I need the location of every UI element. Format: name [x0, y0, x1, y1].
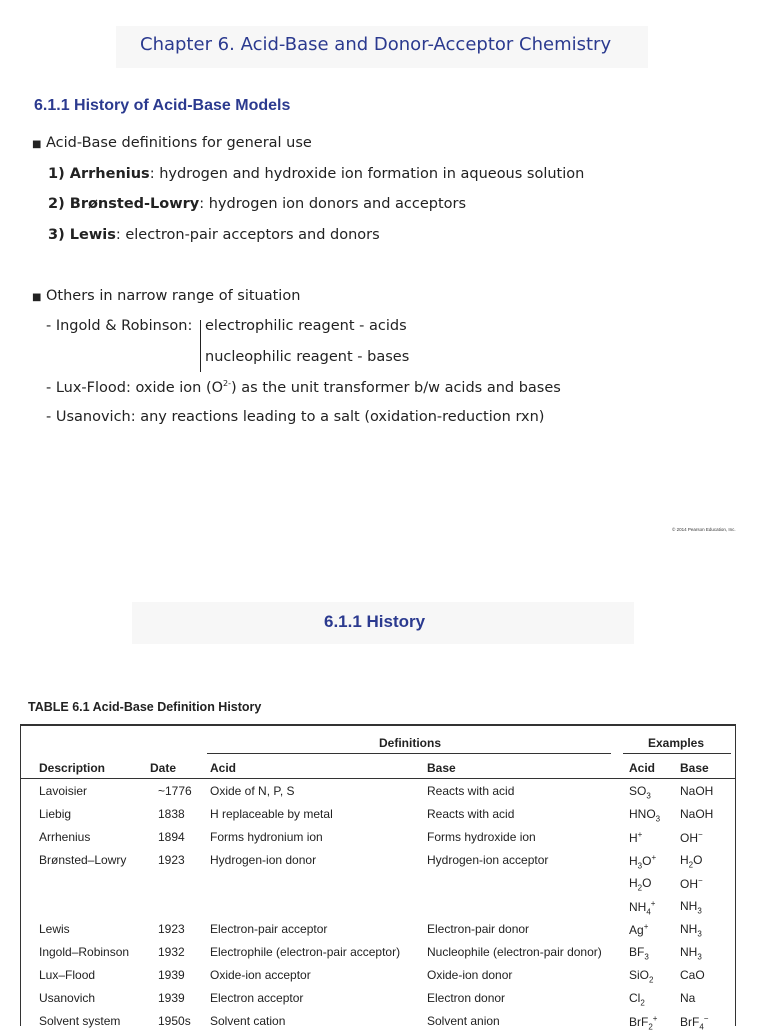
cell-example-acid: $Cl_2$: [629, 991, 645, 1008]
cell-example-base: $NH_3$: [680, 945, 702, 962]
cell-description: Liebig: [39, 807, 72, 821]
cell-base: Solvent anion: [427, 1014, 500, 1028]
cell-base: Nucleophile (electron-pair donor): [427, 945, 602, 959]
cell-base: Hydrogen-ion acceptor: [427, 853, 549, 867]
cell-example-base: $NH_3$: [680, 922, 702, 939]
cell-acid: Oxide-ion acceptor: [210, 968, 311, 982]
cell-example-acid: $H_3O^+$: [629, 853, 657, 871]
cell-example-base: BrF$_4$−: [680, 1014, 709, 1031]
bullet-narrow-range: Others in narrow range of situation: [46, 288, 301, 304]
cell-description: Ingold–Robinson: [39, 945, 130, 959]
cell-acid: Forms hydronium ion: [210, 830, 323, 844]
header-rule: [21, 778, 735, 779]
cell-date: 1923: [158, 922, 185, 936]
cell-example-base: NaOH: [680, 784, 714, 798]
definition-text: : electron-pair acceptors and donors: [115, 227, 380, 243]
cell-acid: Electrophile (electron-pair acceptor): [210, 945, 401, 959]
col-example-base: Base: [680, 761, 709, 775]
cell-example-acid: Ag+: [629, 922, 649, 937]
cell-base: Reacts with acid: [427, 807, 515, 821]
definition-arrhenius: [48, 166, 584, 182]
group-rule-examples: [623, 753, 731, 754]
lux-superscript: 2-: [223, 379, 232, 388]
cell-example-base: OH−: [680, 876, 703, 891]
group-rule-definitions: [207, 753, 611, 754]
cell-base: Reacts with acid: [427, 784, 515, 798]
cell-description: Lewis: [39, 922, 70, 936]
cell-date: 1923: [158, 853, 185, 867]
cell-date: 1838: [158, 807, 185, 821]
cell-description: Lux–Flood: [39, 968, 96, 982]
slide-title: 6.1.1 History: [324, 612, 426, 631]
cell-acid: Solvent cation: [210, 1014, 286, 1028]
group-header-examples: Examples: [648, 736, 705, 750]
cell-description: Arrhenius: [39, 830, 91, 844]
cell-date: ~1776: [158, 784, 192, 798]
cell-description: Lavoisier: [39, 784, 88, 798]
copyright-notice: © 2014 Pearson Education, Inc.: [672, 527, 736, 532]
cell-base: Electron donor: [427, 991, 506, 1005]
section-heading: 6.1.1 History of Acid-Base Models: [34, 97, 291, 114]
cell-acid: Electron acceptor: [210, 991, 304, 1005]
table-caption: TABLE 6.1 Acid-Base Definition History: [28, 700, 262, 714]
cell-example-base: Na: [680, 991, 696, 1005]
cell-example-acid: $SO_3$: [629, 784, 651, 801]
cell-example-acid: $HNO_3$: [629, 807, 661, 824]
cell-acid: Hydrogen-ion donor: [210, 853, 317, 867]
usanovich-line: - Usanovich: any reactions leading to a salt (oxidation-reduction rxn): [46, 409, 545, 425]
cell-description: Brønsted–Lowry: [39, 853, 127, 867]
col-example-acid: Acid: [629, 761, 656, 775]
col-date: Date: [150, 761, 177, 775]
bullet-square-icon: ■: [32, 292, 42, 303]
cell-acid: Oxide of N, P, S: [210, 784, 295, 798]
cell-date: 1932: [158, 945, 185, 959]
ingold-bases: nucleophilic reagent - bases: [205, 349, 410, 365]
cell-example-base: OH−: [680, 830, 703, 845]
ingold-acids: electrophilic reagent - acids: [205, 318, 407, 334]
cell-example-base: $NH_3$: [680, 899, 702, 916]
cell-example-base: NaOH: [680, 807, 714, 821]
cell-base: Oxide-ion donor: [427, 968, 513, 982]
col-base: Base: [427, 761, 456, 775]
col-acid: Acid: [210, 761, 237, 775]
slide-title: Chapter 6. Acid-Base and Donor-Acceptor Chemistry: [140, 34, 612, 55]
ingold-robinson-label: - Ingold & Robinson:: [46, 318, 193, 334]
cell-date: 1939: [158, 968, 185, 982]
cell-date: 1950s: [158, 1014, 191, 1028]
cell-example-acid: $H_2O$: [629, 876, 652, 893]
cell-date: 1939: [158, 991, 185, 1005]
definition-label: 3) Lewis: [48, 227, 116, 243]
definition-label: 2) Brønsted-Lowry: [48, 196, 200, 212]
cell-example-acid: H+: [629, 830, 643, 845]
definition-lewis: [48, 227, 380, 243]
cell-example-base: CaO: [680, 968, 705, 982]
bullet-square-icon: ■: [32, 139, 42, 150]
cell-description: Usanovich: [39, 991, 96, 1005]
cell-base: Forms hydroxide ion: [427, 830, 536, 844]
lux-text-pre: - Lux-Flood: oxide ion (O: [46, 379, 224, 396]
cell-acid: H replaceable by metal: [210, 807, 333, 821]
cell-example-acid: BrF$_2$+: [629, 1014, 658, 1031]
cell-example-base: $H_2O$: [680, 853, 703, 870]
slide-history-table: [0, 576, 768, 1031]
cell-example-acid: SiO$_2$: [629, 968, 654, 985]
brace-icon: [200, 320, 201, 372]
definition-label: 1) Arrhenius: [48, 166, 150, 182]
definition-bronsted-lowry: [48, 196, 466, 212]
definition-text: : hydrogen and hydroxide ion formation in aqueous solution: [149, 166, 585, 182]
bullet-general-use: Acid-Base definitions for general use: [46, 135, 312, 151]
acid-base-history-table: [20, 724, 736, 1031]
cell-date: 1894: [158, 830, 185, 844]
cell-acid: Electron-pair acceptor: [210, 922, 328, 936]
definition-text: : hydrogen ion donors and acceptors: [199, 196, 467, 212]
cell-example-acid: $BF_3$: [629, 945, 649, 962]
lux-text-post: ) as the unit transformer b/w acids and bases: [231, 379, 561, 396]
col-description: Description: [39, 761, 106, 775]
cell-base: Electron-pair donor: [427, 922, 530, 936]
group-header-definitions: Definitions: [379, 736, 441, 750]
cell-description: Solvent system: [39, 1014, 121, 1028]
cell-example-acid: $NH_4^+$: [629, 899, 656, 917]
lux-flood-line: [46, 379, 561, 396]
